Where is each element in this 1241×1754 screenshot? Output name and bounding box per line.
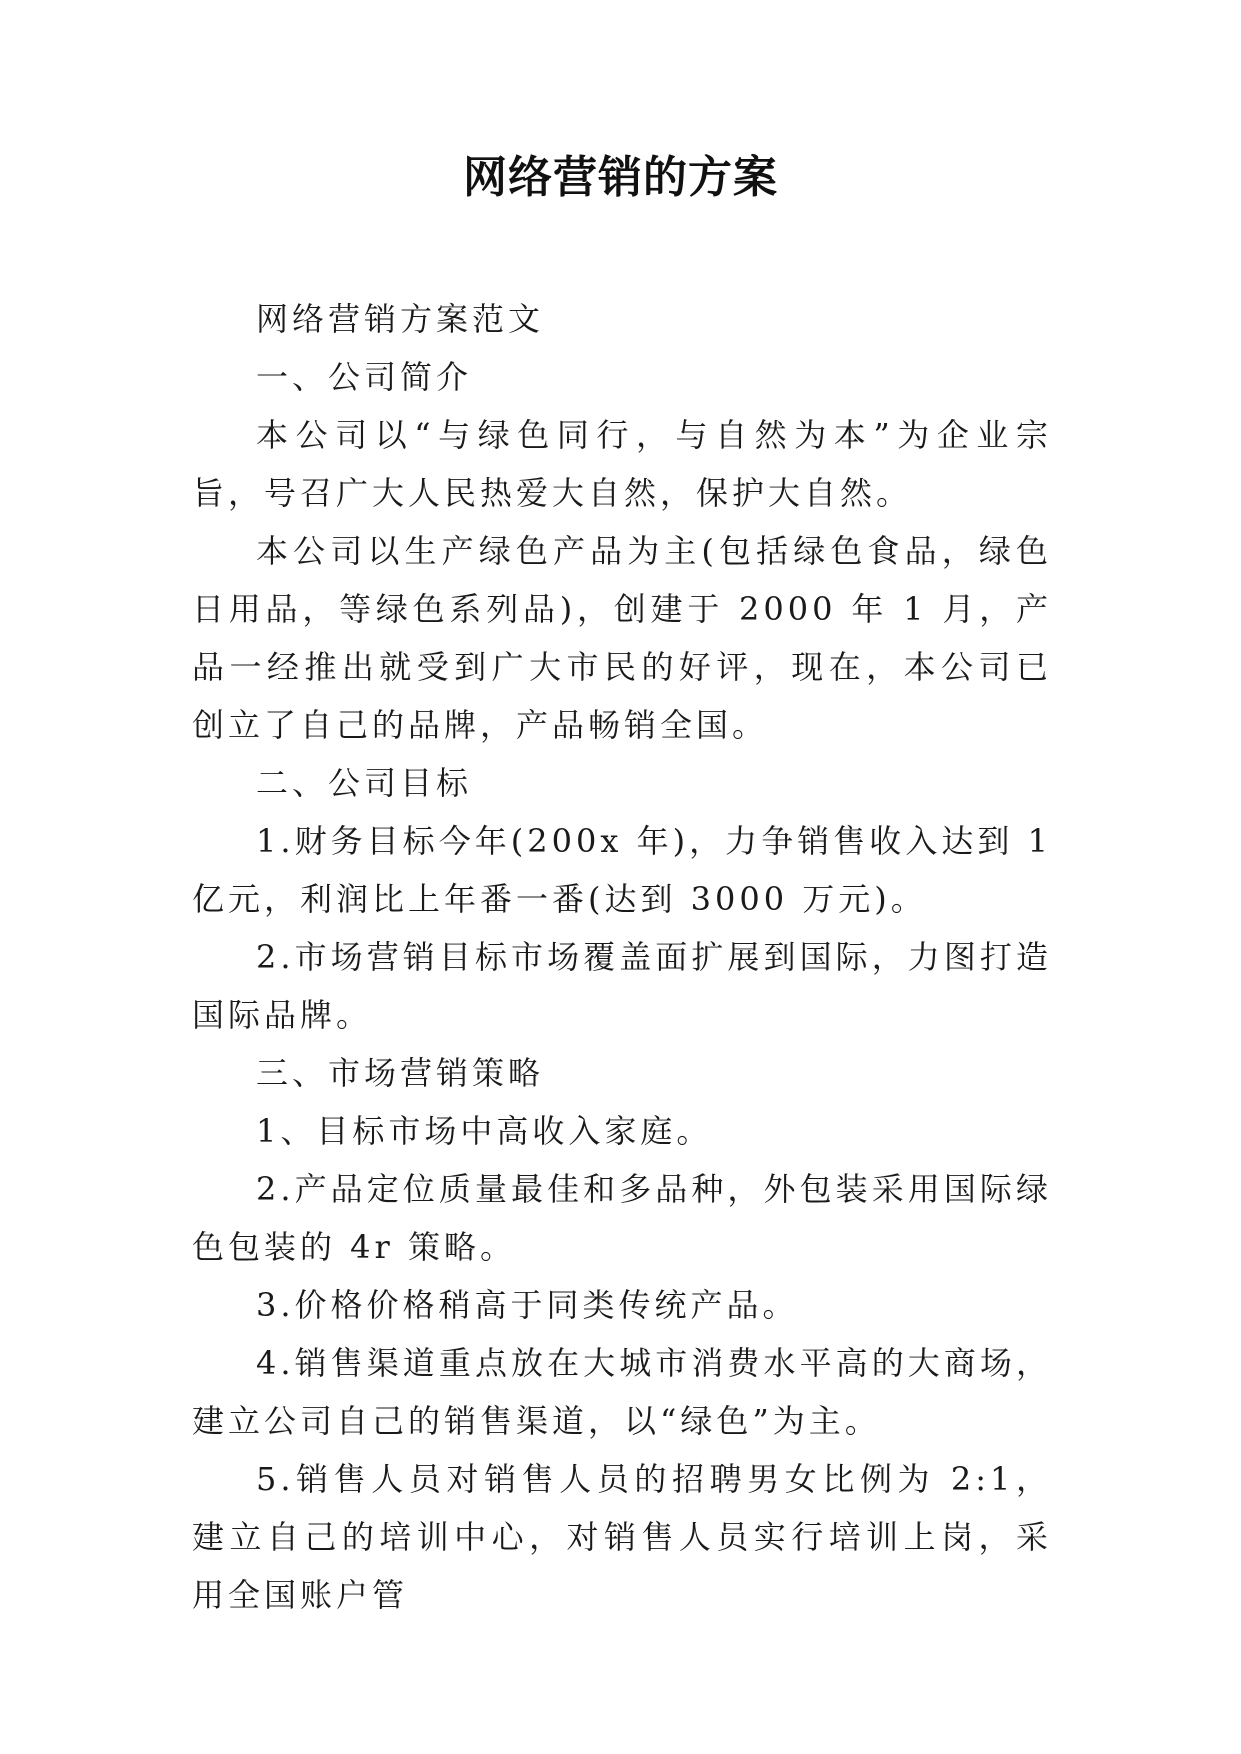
- paragraph-company-motto: 本公司以“与绿色同行，与自然为本”为企业宗旨，号召广大人民热爱大自然，保护大自然。: [192, 416, 1052, 512]
- paragraph-subtitle: 网络营销方案范文: [256, 300, 545, 338]
- document-title: 网络营销的方案: [463, 152, 778, 203]
- paragraph-company-products: 本公司以生产绿色产品为主(包括绿色食品，绿色日用品，等绿色系列品)，创建于 2000 年 1 月，产品一经推出就受到广大市民的好评，现在，本公司已创立了自己的品牌，产品畅销全国。: [192, 532, 1052, 744]
- paragraph-sales-staff: 5.销售人员对销售人员的招聘男女比例为 2:1，建立自己的培训中心，对销售人员实行培训上岗，采用全国账户管: [192, 1460, 1052, 1614]
- section-heading-company-goals: 二、公司目标: [256, 764, 473, 802]
- document-body: [192, 290, 1052, 1624]
- paragraph-product-positioning: 2.产品定位质量最佳和多品种，外包装采用国际绿色包装的 4r 策略。: [192, 1170, 1052, 1266]
- paragraph-marketing-goal: 2.市场营销目标市场覆盖面扩展到国际，力图打造国际品牌。: [192, 938, 1052, 1034]
- section-heading-company-intro: 一、公司简介: [256, 358, 473, 396]
- paragraph-target-market: 1、目标市场中高收入家庭。: [256, 1112, 713, 1150]
- section-heading-marketing-strategy: 三、市场营销策略: [256, 1054, 545, 1092]
- paragraph-financial-goal: 1.财务目标今年(200x 年)，力争销售收入达到 1 亿元，利润比上年番一番(达到 3000 万元)。: [192, 822, 1052, 918]
- paragraph-sales-channel: 4.销售渠道重点放在大城市消费水平高的大商场，建立公司自己的销售渠道，以“绿色”为主。: [192, 1344, 1052, 1440]
- paragraph-pricing: 3.价格价格稍高于同类传统产品。: [256, 1286, 799, 1324]
